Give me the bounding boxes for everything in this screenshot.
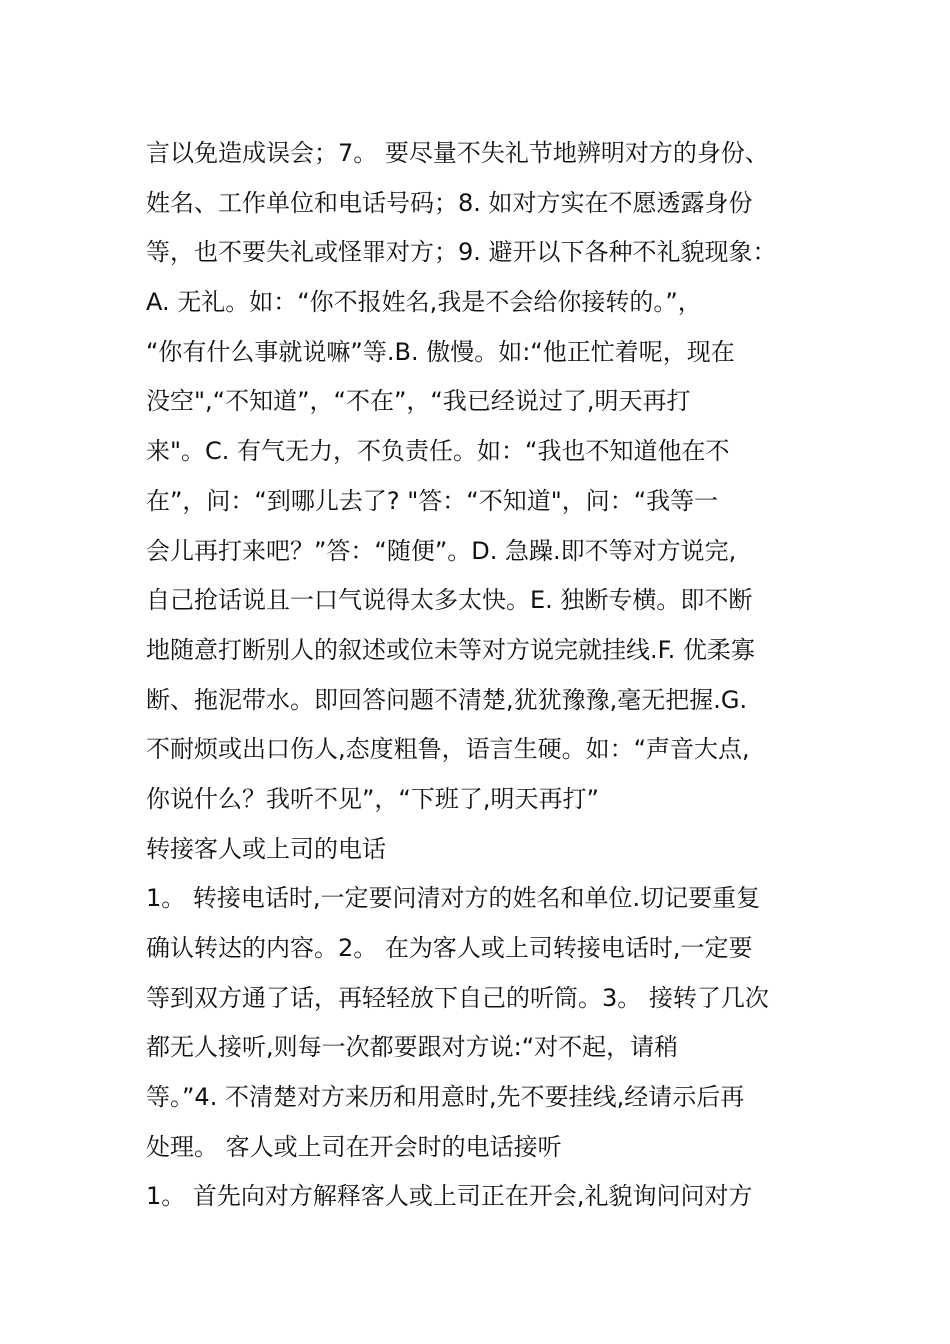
section-heading: 转接客人或上司的电话	[146, 834, 386, 863]
text-line: 处理。 客人或上司在开会时的电话接听	[146, 1132, 562, 1161]
text-line: 在”，问：“到哪儿去了? "答：“不知道"，问：“我等一	[146, 486, 719, 515]
body-text	[146, 129, 826, 1222]
text-line: 言以免造成误会；7。 要尽量不失礼节地辨明对方的身份、	[146, 139, 769, 167]
text-line: 确认转达的内容。2。 在为客人或上司转接电话时,一定要	[146, 934, 753, 962]
text-line: 你说什么？我听不见”，“下班了,明天再打”	[146, 784, 599, 813]
text-line: 等。”4. 不清楚对方来历和用意时,先不要挂线,经请示后再	[146, 1083, 745, 1112]
text-line: “你有什么事就说嘛”等.B. 傲慢。如:“他正忙着呢，现在	[146, 337, 735, 366]
text-line: 1。 首先向对方解释客人或上司正在开会,礼貌询问问对方	[146, 1182, 753, 1211]
text-line: 会儿再打来吧？”答：“随便”。D. 急躁.即不等对方说完,	[146, 536, 737, 565]
text-line: 自己抢话说且一口气说得太多太快。E. 独断专横。即不断	[146, 586, 753, 615]
text-line: 都无人接听,则每一次都要跟对方说:“对不起，请稍	[146, 1033, 679, 1062]
text-line: 来"。C. 有气无力，不负责任。如：“我也不知道他在不	[146, 437, 730, 466]
text-line: 不耐烦或出口伤人,态度粗鲁，语言生硬。如：“声音大点,	[146, 735, 750, 764]
text-line: 没空",“不知道”，“不在”，“我已经说过了,明天再打	[146, 387, 691, 416]
text-line: 断、拖泥带水。即回答问题不清楚,犹犹豫豫,毫无把握.G.	[146, 685, 748, 714]
text-line: A. 无礼。如：“你不报姓名,我是不会给你接转的。”，	[146, 288, 702, 317]
text-line: 地随意打断别人的叙述或位未等对方说完就挂线.F. 优柔寡	[146, 635, 755, 664]
text-line: 等，也不要失礼或怪罪对方；9. 避开以下各种不礼貌现象：	[146, 238, 777, 267]
text-line: 1。 转接电话时,一定要问清对方的姓名和单位.切记要重复	[146, 884, 761, 913]
text-line: 姓名、工作单位和电话号码；8. 如对方实在不愿透露身份	[146, 188, 753, 217]
text-line: 等到双方通了话，再轻轻放下自己的听筒。3。 接转了几次	[146, 983, 769, 1012]
